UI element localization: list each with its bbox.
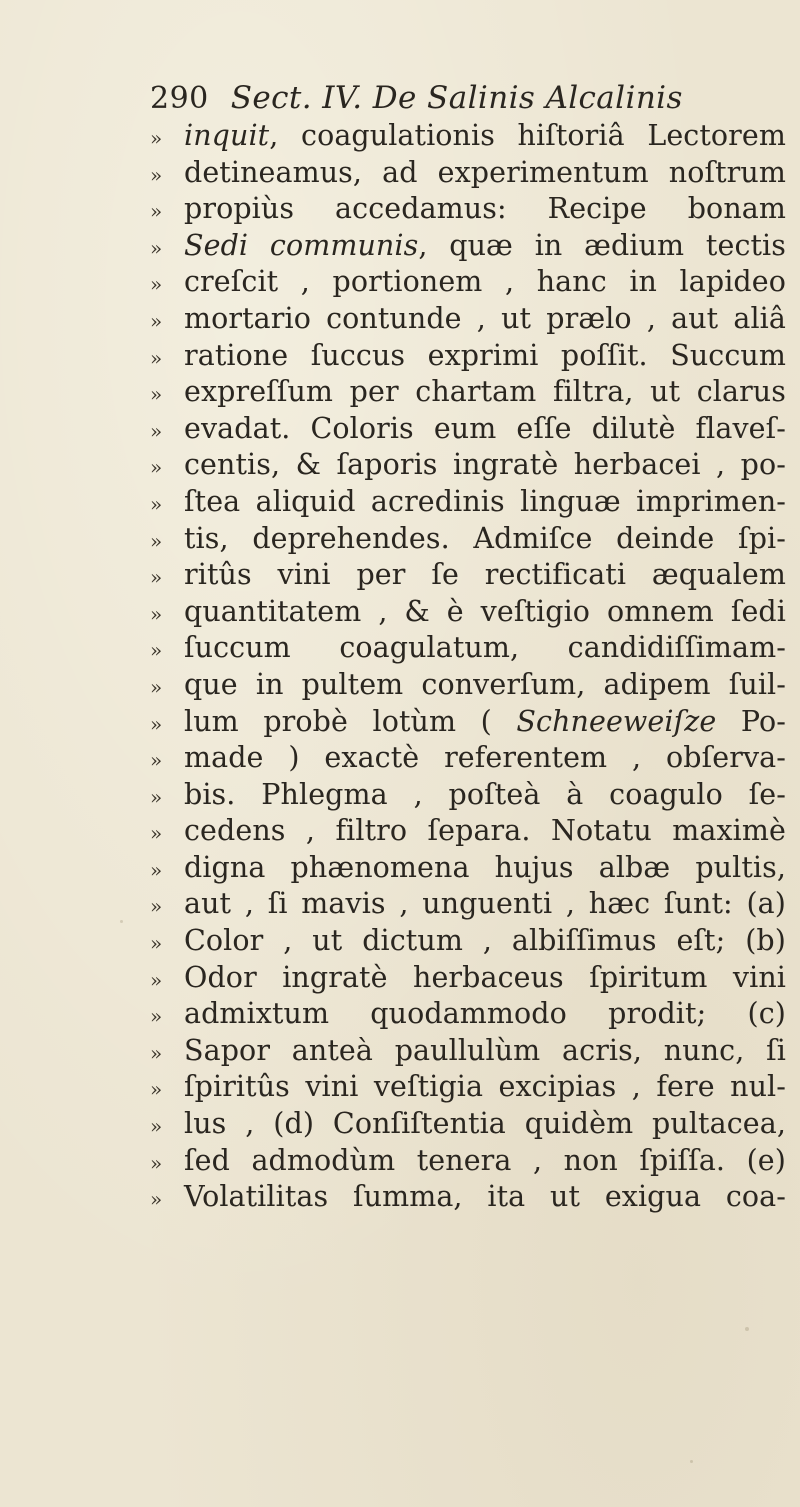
text-segment: propiùs accedamus: Recipe bonam (184, 192, 786, 226)
quotation-mark: » (150, 1040, 163, 1065)
quotation-mark: » (150, 1150, 163, 1175)
paper-speck (120, 920, 123, 923)
line-text (184, 1179, 786, 1216)
line-text (184, 264, 786, 301)
quotation-mark: » (150, 308, 163, 333)
body-text (150, 118, 786, 1216)
text-line (150, 813, 786, 850)
quotation-mark: » (150, 528, 163, 553)
text-line (150, 1106, 786, 1143)
line-text (184, 374, 786, 411)
line-text (184, 411, 786, 448)
text-line (150, 594, 786, 631)
text-segment: detineamus, ad experimentum noſtrum (184, 155, 786, 189)
line-text (184, 557, 786, 594)
text-segment: evadat. Coloris eum eſſe dilutè flaveſ- (184, 411, 786, 445)
quotation-mark: » (150, 162, 163, 187)
text-segment: creſcit , portionem , hanc in lapideo (184, 265, 786, 299)
text-line (150, 301, 786, 338)
italic-segment: Schneeweiſze (516, 704, 717, 738)
text-line (150, 923, 786, 960)
line-text (184, 338, 786, 375)
line-text (184, 996, 786, 1033)
text-line (150, 484, 786, 521)
line-text (184, 521, 786, 558)
text-segment: cedens , filtro ſepara. Notatu maximè (184, 814, 786, 848)
quotation-mark: » (150, 931, 163, 956)
text-segment: bis. Phlegma , poſteà à coagulo ſe- (184, 777, 786, 811)
text-segment: que in pultem converſum, adipem ſuil- (184, 667, 786, 701)
text-line (150, 1069, 786, 1106)
text-line (150, 521, 786, 558)
quotation-mark: » (150, 491, 163, 516)
quotation-mark: » (150, 821, 163, 846)
quotation-mark: » (150, 857, 163, 882)
text-line (150, 228, 786, 265)
line-text (184, 594, 786, 631)
quotation-mark: » (150, 272, 163, 297)
quotation-mark: » (150, 1077, 163, 1102)
line-text (184, 191, 786, 228)
line-text (184, 118, 786, 155)
text-line (150, 960, 786, 997)
text-segment: made ) exactè referentem , obſerva- (184, 741, 786, 775)
quotation-mark: » (150, 638, 163, 663)
text-segment: Po- (716, 704, 786, 738)
text-segment: digna phænomena hujus albæ pultis, (184, 850, 786, 884)
text-segment: quantitatem , & è veſtigio omnem ſedi (184, 594, 786, 628)
paper-speck (745, 1327, 749, 1331)
text-line (150, 630, 786, 667)
line-text (184, 850, 786, 887)
line-text (184, 777, 786, 814)
text-segment: Odor ingratè herbaceus ſpiritum vini (184, 960, 786, 994)
line-text (184, 1033, 786, 1070)
text-segment: , coagulationis hiſtoriâ Lectorem (269, 119, 786, 152)
text-line (150, 155, 786, 192)
quotation-mark: » (150, 382, 163, 407)
line-text (184, 667, 786, 704)
text-line (150, 1179, 786, 1216)
text-line (150, 447, 786, 484)
paper-speck (690, 1460, 693, 1463)
line-text (184, 630, 786, 667)
text-line (150, 374, 786, 411)
line-text (184, 923, 786, 960)
line-text (184, 228, 786, 265)
text-line (150, 704, 786, 741)
text-line (150, 557, 786, 594)
line-text (184, 886, 786, 923)
text-segment: expreſſum per chartam filtra, ut clarus (184, 375, 786, 409)
line-text (184, 155, 786, 192)
text-segment: ratione ſuccus exprimi poſſit. Succum (184, 338, 786, 372)
quotation-mark: » (150, 1114, 163, 1139)
quotation-mark: » (150, 674, 163, 699)
text-segment: ſuccum coagulatum, candidiſſimam- (184, 631, 786, 665)
text-segment: , quæ in ædium tectis (418, 228, 786, 262)
text-line (150, 740, 786, 777)
text-line (150, 667, 786, 704)
text-line (150, 191, 786, 228)
line-text (184, 301, 786, 338)
text-line (150, 996, 786, 1033)
text-segment: ſed admodùm tenera , non ſpiſſa. (e) (184, 1143, 786, 1177)
quotation-mark: » (150, 235, 163, 260)
text-line (150, 338, 786, 375)
text-line (150, 411, 786, 448)
italic-segment: Sedi communis (184, 228, 419, 262)
running-head: Sect. IV. De Salinis Alcalinis (230, 80, 683, 116)
line-text (184, 740, 786, 777)
quotation-mark: » (150, 784, 163, 809)
text-segment: admixtum quodammodo prodit; (c) (184, 997, 786, 1031)
text-segment: centis, & ſaporis ingratè herbacei , po- (184, 448, 786, 482)
quotation-mark: » (150, 126, 163, 150)
quotation-mark: » (150, 418, 163, 443)
text-line (150, 850, 786, 887)
line-text (184, 1069, 786, 1106)
text-segment: ritûs vini per ſe rectificati æqualem (184, 558, 786, 592)
line-text (184, 960, 786, 997)
text-line (150, 886, 786, 923)
italic-segment: inquit (184, 119, 270, 152)
page-number: 290 (150, 81, 209, 116)
text-line (150, 264, 786, 301)
quotation-mark: » (150, 748, 163, 773)
quotation-mark: » (150, 967, 163, 992)
text-segment: tis, deprehendes. Admiſce deinde ſpi- (184, 521, 786, 555)
quotation-mark: » (150, 1187, 163, 1212)
text-line (150, 1143, 786, 1180)
line-text (184, 1106, 786, 1143)
text-line (150, 1033, 786, 1070)
quotation-mark: » (150, 455, 163, 480)
text-segment: Volatilitas ſumma, ita ut exigua coa- (184, 1180, 786, 1214)
quotation-mark: » (150, 601, 163, 626)
line-text (184, 813, 786, 850)
quotation-mark: » (150, 711, 163, 736)
text-segment: lus , (d) Conſiſtentia quidèm pultacea, (184, 1107, 786, 1141)
quotation-mark: » (150, 199, 163, 224)
text-segment: Color , ut dictum , albiſſimus eſt; (b) (184, 924, 786, 958)
quotation-mark: » (150, 894, 163, 919)
line-text (184, 447, 786, 484)
quotation-mark: » (150, 345, 163, 370)
text-line (150, 777, 786, 814)
text-segment: ſpiritûs vini veſtigia excipias , fere nul- (184, 1070, 786, 1104)
quotation-mark: » (150, 565, 163, 590)
line-text (184, 484, 786, 521)
line-text (184, 704, 786, 741)
line-text (184, 1143, 786, 1180)
text-segment: ſtea aliquid acredinis linguæ imprimen- (184, 484, 786, 518)
quotation-mark: » (150, 1004, 163, 1029)
text-segment: lum probè lotùm ( (184, 704, 517, 738)
text-segment: mortario contunde , ut prælo , aut aliâ (184, 301, 786, 335)
text-segment: aut , ſi mavis , unguenti , hæc ſunt: (a) (184, 887, 786, 921)
text-segment: Sapor anteà paullulùm acris, nunc, ſi (184, 1033, 786, 1067)
text-line (150, 118, 786, 155)
